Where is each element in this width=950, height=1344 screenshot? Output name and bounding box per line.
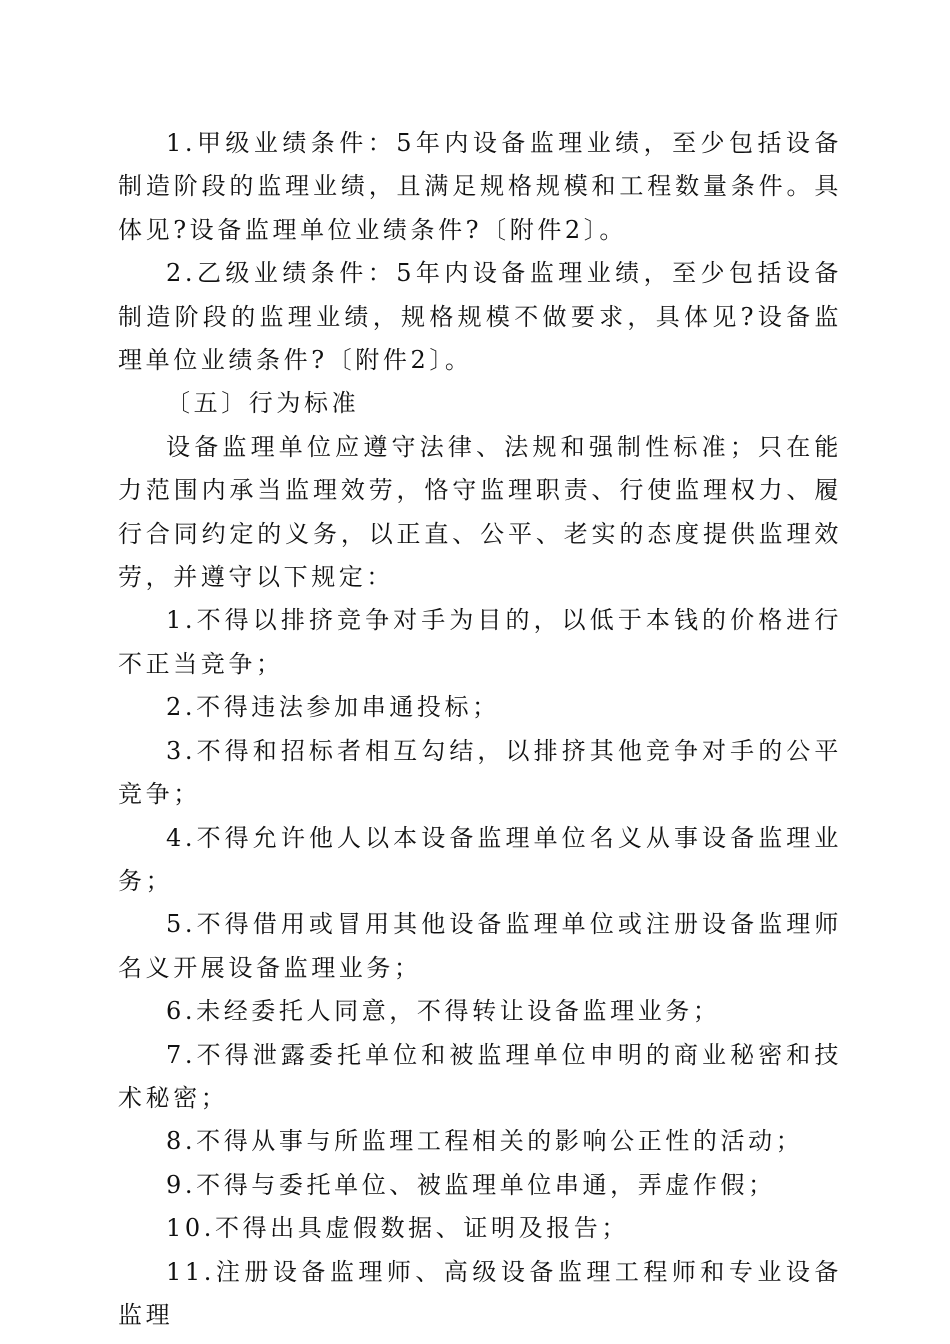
rule-item-9: 9.不得与委托单位、被监理单位串通，弄虚作假；: [166, 1170, 776, 1199]
rule-item-8: 8.不得从事与所监理工程相关的影响公正性的活动；: [166, 1127, 804, 1156]
document-body: [118, 122, 842, 1337]
section-heading-conduct-standards: 〔五〕行为标准: [166, 389, 360, 418]
rule-item-10: 10.不得出具虚假数据、证明及报告；: [166, 1214, 629, 1243]
rule-item-4: 4.不得允许他人以本设备监理单位名义从事设备监理业务；: [118, 823, 842, 895]
paragraph-class-b-performance: 2.乙级业绩条件：5年内设备监理业绩，至少包括设备制造阶段的监理业绩，规格规模不做要求，具体见?设备监理单位业绩条件?〔附件2〕。: [118, 259, 842, 375]
rule-item-11: 11.注册设备监理师、高级设备监理工程师和专业设备监理: [118, 1257, 842, 1329]
rule-item-6: 6.未经委托人同意，不得转让设备监理业务；: [166, 997, 721, 1026]
rule-item-1: 1.不得以排挤竞争对手为目的，以低于本钱的价格进行不正当竞争；: [118, 606, 842, 678]
rule-item-7: 7.不得泄露委托单位和被监理单位申明的商业秘密和技术秘密；: [118, 1040, 842, 1112]
rule-item-3: 3.不得和招标者相互勾结，以排挤其他竞争对手的公平竞争；: [118, 736, 842, 809]
rule-item-2: 2.不得违法参加串通投标；: [166, 693, 500, 722]
paragraph-class-a-performance: 1.甲级业绩条件：5年内设备监理业绩，至少包括设备制造阶段的监理业绩，且满足规格规模和工程数量条件。具体见?设备监理单位业绩条件?〔附件2〕。: [118, 129, 842, 244]
paragraph-conduct-intro: 设备监理单位应遵守法律、法规和强制性标准；只在能力范围内承当监理效劳，恪守监理职责、行使监理权力、履行合同约定的义务，以正直、公平、老实的态度提供监理效劳，并遵守以下规定：: [118, 432, 842, 592]
rule-item-5: 5.不得借用或冒用其他设备监理单位或注册设备监理师名义开展设备监理业务；: [118, 910, 842, 982]
